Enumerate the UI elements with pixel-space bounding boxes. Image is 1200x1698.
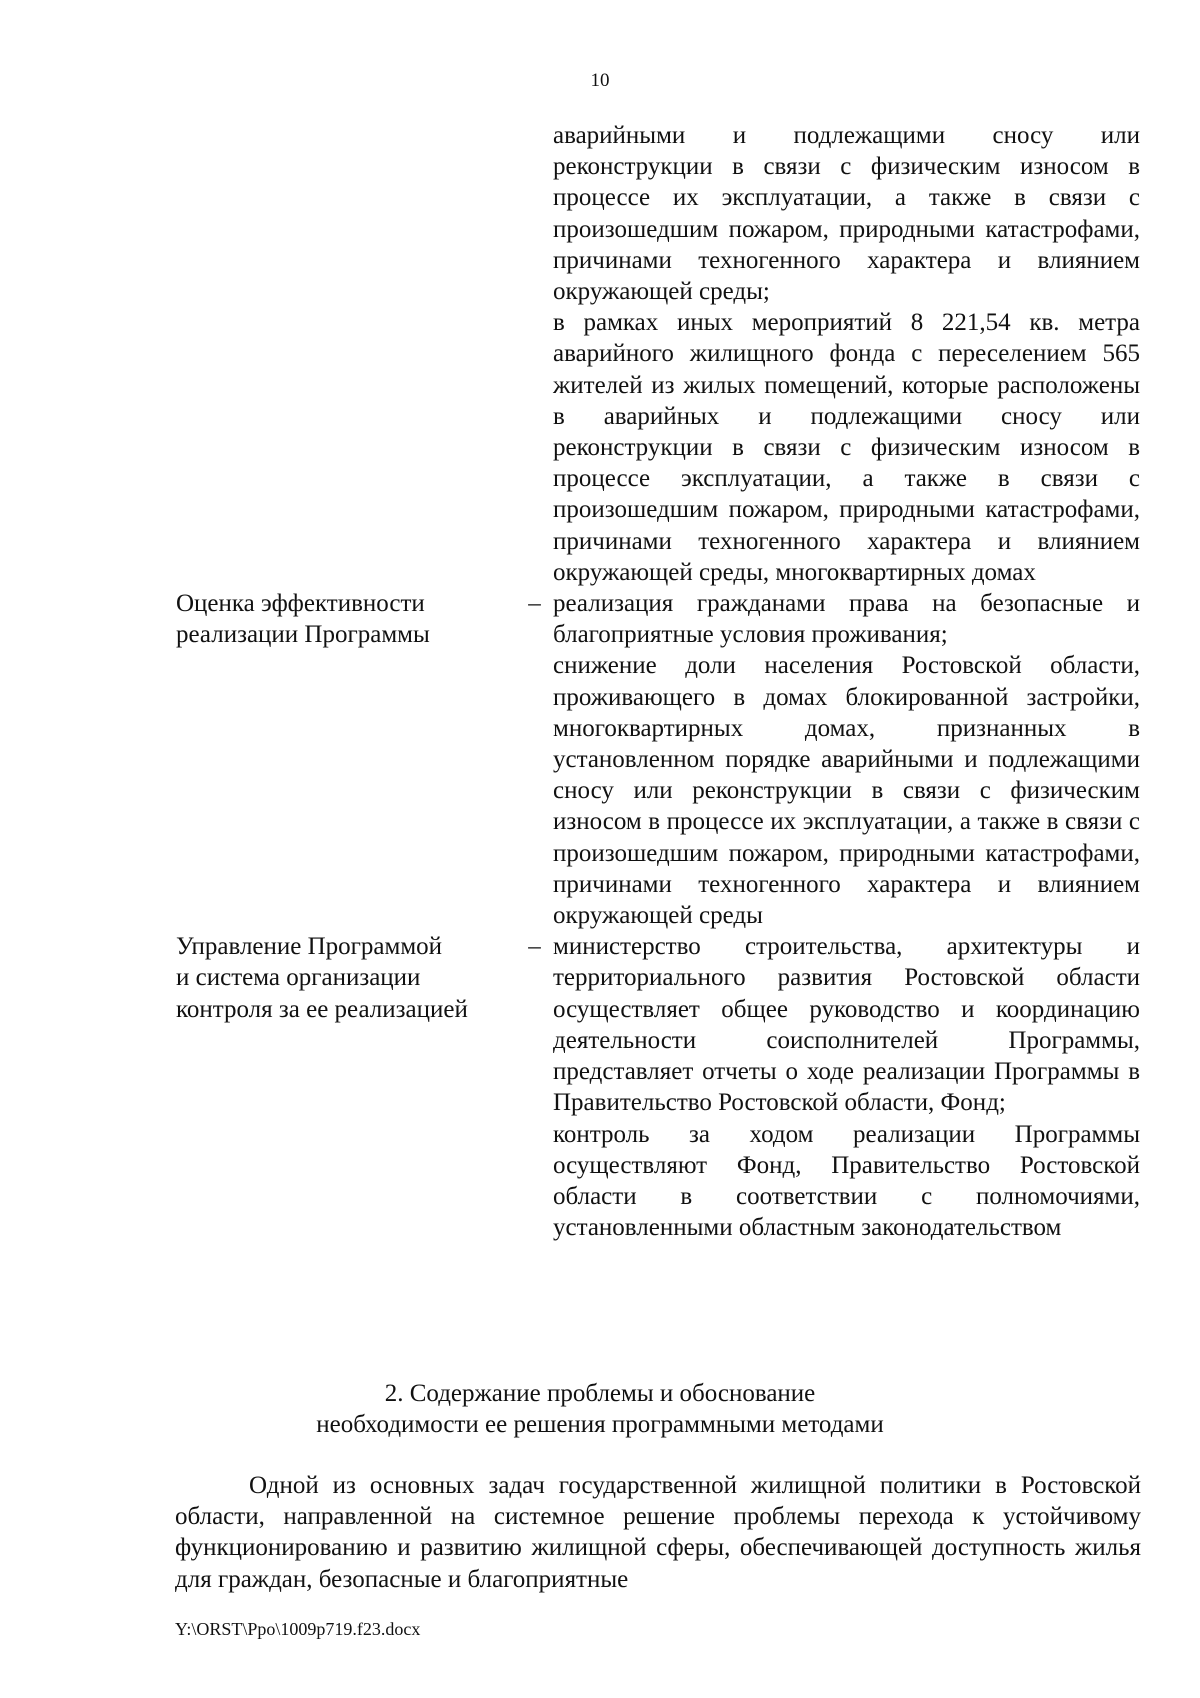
passport-row-management [176, 931, 1140, 1243]
content-paragraph: министерство строительства, архитектуры и территориального развития Ростовской области осуществляет общее руководство и координацию деятельности соисполнителей Программы, представляет отчеты о ходе реализации Программы в Правительство Ростовской области, Фонд; [553, 933, 1140, 1117]
content-paragraph: аварийными и подлежащими сносу или реконструкции в связи с физическим износом в процессе их эксплуатации, а также в связи с произошедшим пожаром, природными катастрофами, причинами техногенного характера и влиянием окружающей среды; [553, 122, 1140, 306]
page-number: 10 [590, 70, 610, 91]
section-heading: 2. Содержание проблемы и обоснование необходимости ее решения программными методами [316, 1380, 884, 1439]
row-content [553, 120, 1140, 588]
footer-file-path: Y:\ORST\Ppo\1009p719.f23.docx [175, 1619, 421, 1639]
body-paragraph: Одной из основных задач государственной жилищной политики в Ростовской области, направленной на системное решение проблемы перехода к устойчивому функционированию и развитию жилищной сферы, обеспечивающей доступность жилья для граждан, безопасные и благоприятные [175, 1472, 1141, 1593]
row-dash: – [528, 590, 541, 618]
content-paragraph: в рамках иных мероприятий 8 221,54 кв. метра аварийного жилищного фонда с переселением 565 жителей из жилых помещений, которые расположены в аварийных и подлежащими сносу или реконструкции в связи с физическим износом в процессе эксплуатации, а также в связи с произошедшим пожаром, природными катастрофами, причинами техногенного характера и влиянием окружающей среды, многоквартирных домах [553, 309, 1140, 586]
row-label: Оценка эффективности реализации Программы [176, 590, 430, 649]
content-paragraph: контроль за ходом реализации Программы осуществляют Фонд, Правительство Ростовской области в соответствии с полномочиями, установленными областным законодательством [553, 1120, 1140, 1242]
passport-table [176, 120, 1140, 1243]
content-paragraph: реализация гражданами права на безопасные и благоприятные условия проживания; [553, 590, 1140, 649]
passport-row-continuation [176, 120, 1140, 588]
row-content [553, 588, 1140, 931]
row-label: Управление Программой и система организации контроля за ее реализацией [176, 933, 468, 1023]
row-dash: – [528, 933, 541, 961]
content-paragraph: снижение доли населения Ростовской области, проживающего в домах блокированной застройки, многоквартирных домах, признанных в установленном порядке аварийными и подлежащими сносу или реконструкции в связи с физическим износом в процессе их эксплуатации, а также в связи с произошедшим пожаром, природными катастрофами, причинами техногенного характера и влиянием окружающей среды [553, 652, 1140, 930]
row-content [553, 931, 1140, 1243]
passport-row-efficiency [176, 588, 1140, 931]
